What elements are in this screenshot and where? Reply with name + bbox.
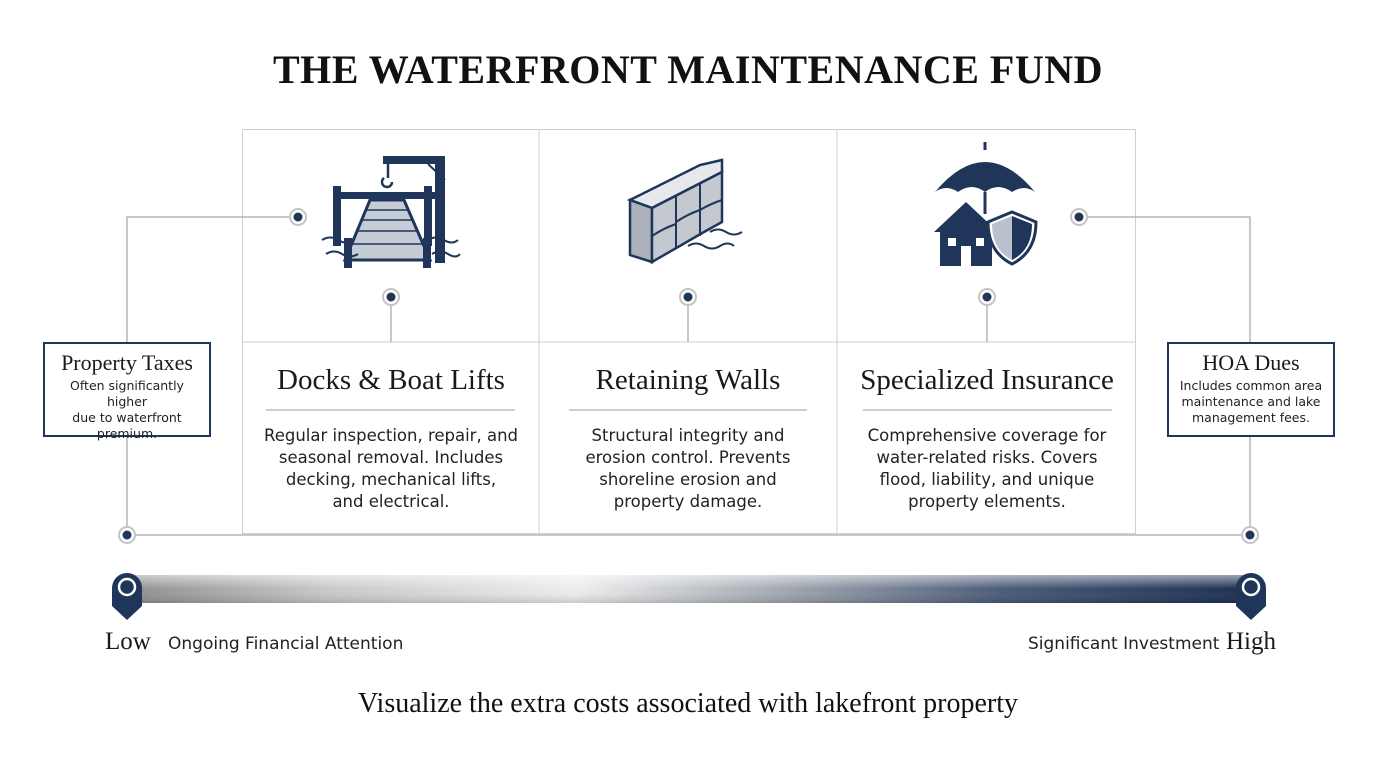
investment-scale-bar bbox=[128, 575, 1250, 603]
scale-low-label: Low bbox=[105, 628, 151, 655]
scale-high-label: High bbox=[1226, 628, 1276, 655]
property-taxes-box bbox=[43, 342, 211, 441]
desc-line: decking, mechanical lifts, bbox=[285, 470, 497, 489]
desc-line: maintenance and lake bbox=[1181, 394, 1321, 409]
connector-dot bbox=[383, 289, 399, 305]
property-taxes-desc bbox=[45, 376, 209, 442]
desc-line: flood, liability, and unique bbox=[879, 470, 1095, 489]
column-title-retaining-walls: Retaining Walls bbox=[595, 364, 781, 396]
column-desc-insurance bbox=[846, 425, 1128, 513]
desc-line: erosion control. Prevents bbox=[585, 448, 791, 467]
umbrella-house-shield-icon bbox=[934, 142, 1036, 266]
desc-line: premium. bbox=[96, 426, 158, 441]
dock-boat-lift-icon bbox=[322, 156, 460, 268]
connector-dot bbox=[680, 289, 696, 305]
desc-line: water-related risks. Covers bbox=[876, 448, 1098, 467]
desc-line: and electrical. bbox=[332, 492, 450, 511]
desc-line: due to waterfront bbox=[72, 410, 182, 425]
footer-caption: Visualize the extra costs associated with lakefront property bbox=[358, 688, 1018, 719]
desc-line: Regular inspection, repair, and bbox=[263, 426, 519, 445]
desc-line: Structural integrity and bbox=[591, 426, 785, 445]
retaining-wall-icon bbox=[630, 160, 742, 262]
desc-line: shoreline erosion and bbox=[599, 470, 777, 489]
property-taxes-title: Property Taxes bbox=[61, 350, 193, 375]
scale-high-desc: Significant Investment bbox=[1028, 634, 1220, 654]
page-title: THE WATERFRONT MAINTENANCE FUND bbox=[272, 47, 1104, 92]
connector-dot bbox=[119, 527, 135, 543]
scale-low-desc: Ongoing Financial Attention bbox=[168, 634, 404, 654]
desc-line: management fees. bbox=[1192, 410, 1310, 425]
high-marker-pin bbox=[1236, 573, 1266, 620]
hoa-dues-title: HOA Dues bbox=[1202, 350, 1300, 375]
desc-line: property damage. bbox=[613, 492, 763, 511]
connector-dot bbox=[290, 209, 306, 225]
hoa-dues-desc bbox=[1169, 376, 1333, 426]
column-title-insurance: Specialized Insurance bbox=[860, 364, 1114, 396]
desc-line: Often significantly higher bbox=[70, 378, 184, 409]
desc-line: Comprehensive coverage for bbox=[867, 426, 1107, 445]
desc-line: property elements. bbox=[908, 492, 1066, 511]
column-title-docks: Docks & Boat Lifts bbox=[277, 364, 505, 396]
connector-dot bbox=[1242, 527, 1258, 543]
low-marker-pin bbox=[112, 573, 142, 620]
desc-line: seasonal removal. Includes bbox=[278, 448, 504, 467]
desc-line: Includes common area bbox=[1179, 378, 1323, 393]
connector-dot bbox=[979, 289, 995, 305]
connector-dot bbox=[1071, 209, 1087, 225]
hoa-dues-box bbox=[1167, 342, 1335, 437]
column-desc-retaining-walls bbox=[547, 425, 829, 513]
column-desc-docks bbox=[250, 425, 532, 513]
